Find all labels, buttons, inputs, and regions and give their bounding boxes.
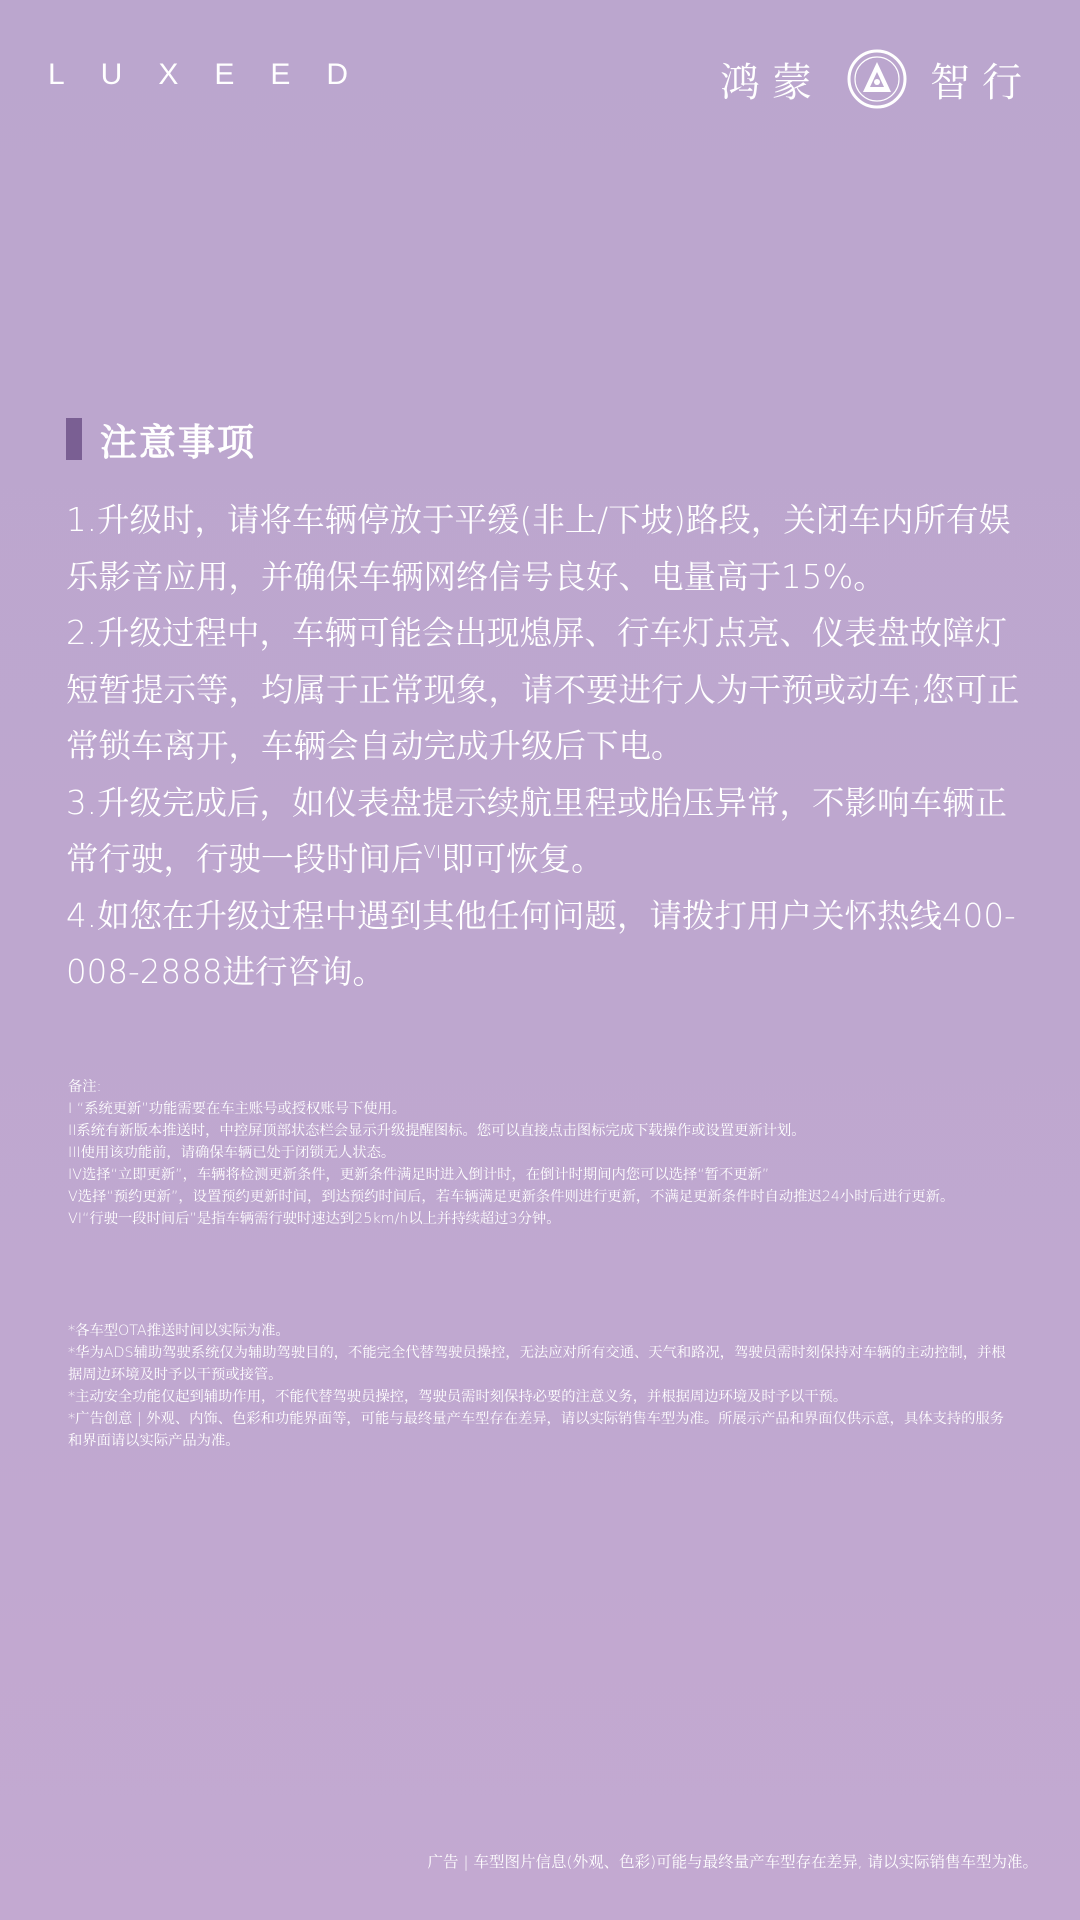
heading-accent-bar	[66, 418, 82, 460]
hima-logo-right-text: 智行	[930, 59, 1034, 106]
footnote-marker: VI	[423, 842, 442, 864]
hima-logo-left-text: 鸿蒙	[720, 59, 824, 106]
remarks-title: 备注:	[68, 1079, 102, 1095]
advertisement-disclaimer: 广告 | 车型图片信息(外观、色彩)可能与最终量产车型存在差异, 请以实际销售车型为准。	[427, 1853, 1038, 1871]
disclaimer-line: *各车型OTA推送时间以实际为准。	[68, 1323, 290, 1339]
remarks-section	[68, 1076, 1018, 1230]
notice-title: 注意事项	[100, 421, 256, 464]
notice-item-3-text: 3.升级完成后，如仪表盘提示续航里程或胎压异常，不影响车辆正常行驶，行驶一段时间后	[66, 783, 1008, 878]
remark-line: V选择“预约更新”，设置预约更新时间，到达预约时间后，若车辆满足更新条件则进行更新，不满足更新条件时自动推迟24小时后进行更新。	[68, 1189, 955, 1205]
notice-heading	[66, 412, 1026, 466]
remark-line: III使用该功能前，请确保车辆已处于闭锁无人状态。	[68, 1145, 396, 1161]
notice-item-3	[66, 775, 1026, 888]
disclaimer-line: *主动安全功能仅起到辅助作用，不能代替驾驶员操控，驾驶员需时刻保持必要的注意义务，并根据周边环境及时予以干预。	[68, 1389, 848, 1405]
disclaimer-section	[68, 1320, 1018, 1452]
remark-line: VI“行驶一段时间后”是指车辆需行驶时速达到25km/h以上并持续超过3分钟。	[68, 1211, 561, 1227]
remark-line: II系统有新版本推送时，中控屏顶部状态栏会显示升级提醒图标。您可以直接点击图标完成下载操作或设置更新计划。	[68, 1123, 806, 1139]
notice-item-1: 1.升级时，请将车辆停放于平缓(非上/下坡)路段，关闭车内所有娱乐影音应用，并确保车辆网络信号良好、电量高于15%。	[66, 501, 1011, 596]
hima-logo	[720, 48, 1034, 110]
disclaimer-line: *广告创意 | 外观、内饰、色彩和功能界面等，可能与最终量产车型存在差异，请以实际销售车型为准。所展示产品和界面仅供示意，具体支持的服务和界面请以实际产品为准。	[68, 1411, 1005, 1449]
notice-section	[66, 412, 1026, 1001]
disclaimer-line: *华为ADS辅助驾驶系统仅为辅助驾驶目的，不能完全代替驾驶员操控，无法应对所有交通、天气和路况，驾驶员需时刻保持对车辆的主动控制，并根据周边环境及时予以干预或接管。	[68, 1345, 1006, 1383]
notice-item-3-text-end: 即可恢复。	[441, 840, 604, 878]
remark-line: IV选择“立即更新”，车辆将检测更新条件，更新条件满足时进入倒计时，在倒计时期间内您可以选择“暂不更新”	[68, 1167, 770, 1183]
hima-emblem-icon	[846, 48, 908, 110]
notice-item-2: 2.升级过程中，车辆可能会出现熄屏、行车灯点亮、仪表盘故障灯短暂提示等，均属于正常现象，请不要进行人为干预或动车;您可正常锁车离开，车辆会自动完成升级后下电。	[66, 614, 1020, 765]
luxeed-logo: LUXEED	[48, 58, 385, 91]
remark-line: I “系统更新”功能需要在车主账号或授权账号下使用。	[68, 1101, 407, 1117]
notice-item-4: 4.如您在升级过程中遇到其他任何问题，请拨打用户关怀热线400-008-2888进行咨询。	[66, 896, 1016, 991]
